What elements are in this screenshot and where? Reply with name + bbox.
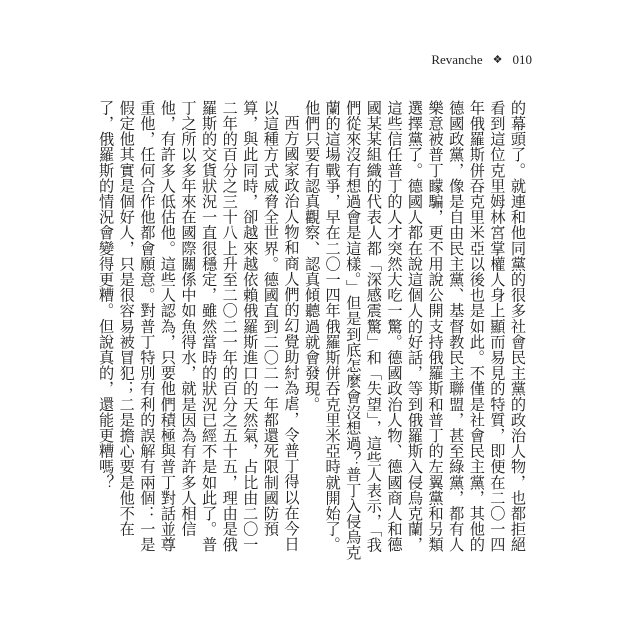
- book-title: Revanche: [431, 52, 483, 67]
- paragraph: 的幕頭了。就連和他同黨的很多社會民主黨的政治人物，也都拒絕看到這位克里姆林宮掌權人身上顯而易見的特質，即便在二〇一四年俄羅斯併吞克里米亞以後也是如此。不僅是社會民主黨，其他的德國政黨，像是自由民主黨、基督教民主聯盟，甚至綠黨，都有人樂意被普丁矇騙，更不用說公開支持俄羅斯和普丁的左翼黨和另類選擇黨了。德國人都在說這個人的好話，等到俄羅斯入侵烏克蘭，這些信任普丁的人才突然大吃一驚。德國政治人物、德國商人和德國某某組織的代表人都「深感震驚」和「失望」，這些人表示，「我們從來沒有想過會是這樣。」但是到底怎麼會沒想過？普丁入侵烏克蘭的這場戰爭，早在二〇一四年俄羅斯併吞克里米亞時就開始了。他們只要有認真觀察、認真傾聽過就會發現。: [303, 100, 527, 561]
- page-number: 010: [512, 52, 532, 67]
- body-text: [97, 100, 528, 562]
- ornament-icon: ❖: [492, 53, 503, 66]
- paragraph: 西方國家政治人物和商人們的幻覺助紂為虐，令普丁得以在今日以這種方式威脅全世界。德國直到二〇二一年都還死限制國防預算，與此同時，卻越來越依賴俄羅斯進口的天然氣，占比由二〇一二年的百分之三十八上升至二〇二一年的百分之五十五，理由是俄羅斯的交貨狀況一直很穩定，雖然當時的狀況已經不是如此了。普丁之所以多年來在國際關係中如魚得水，就是因為有許多人相信他，有許多人低估他。這些人認為，只要他們積極與普丁對話並尊重他，任何合作他都會願意。對普丁特別有利的誤解有兩個：一是假定他其實是個好人，只是很容易被冒犯；二是擔心要是他不在了，俄羅斯的情況會變得更糟。但說真的，還能更糟嗎？: [97, 100, 301, 553]
- running-header: [431, 52, 532, 68]
